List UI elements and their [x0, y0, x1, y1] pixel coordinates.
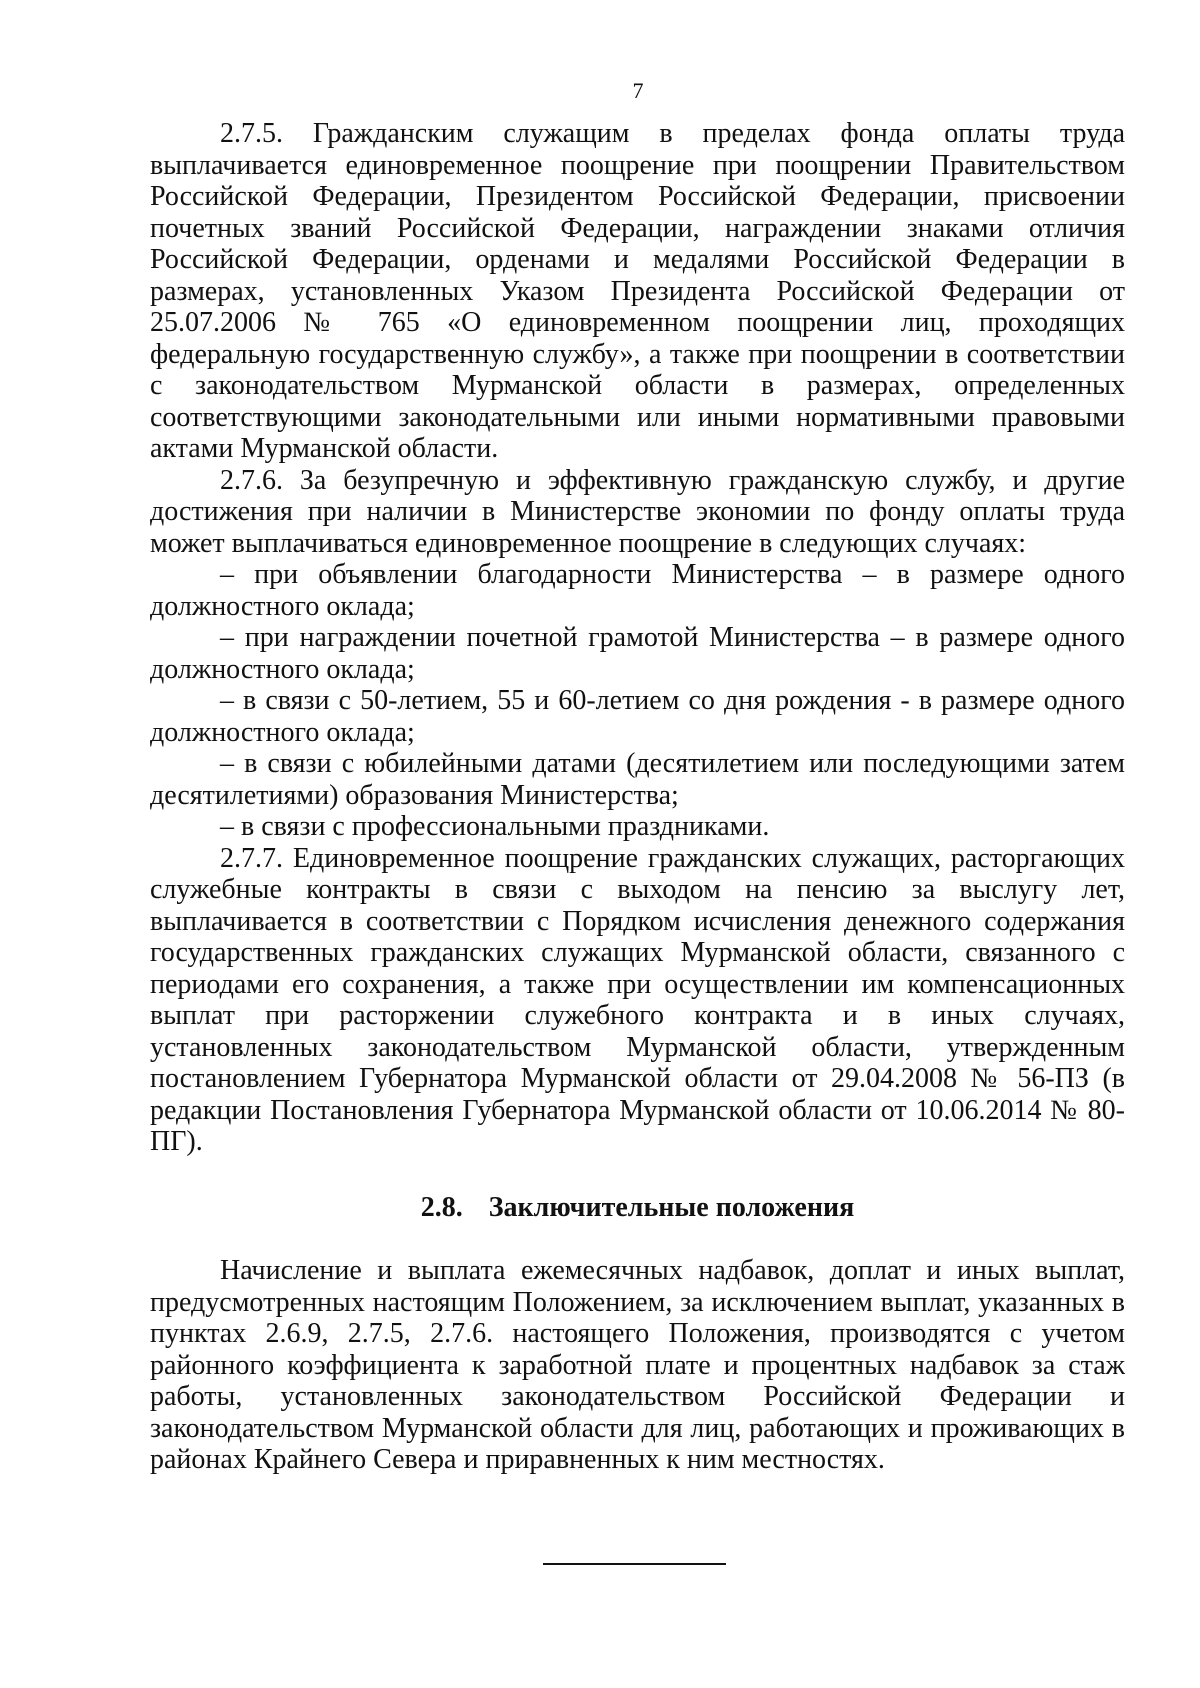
section-heading [150, 1192, 1125, 1224]
paragraph-2-7-5: 2.7.5. Гражданским служащим в пределах фонда оплаты труда выплачивается единовременное поощрение при поощрении Правительством Российской Федерации, Президентом Российской Федерации, присвоении почетных званий Российской Федерации, награждении знаками отличия Российской Федерации, орденами и медалями Российской Федерации в размерах, установленных Указом Президента Российской Федерации от 25.07.2006 № 765 «О единовременном поощрении лиц, проходящих федеральную государственную службу», а также при поощрении в соответствии с законодательством Мурманской области в размерах, определенных соответствующими законодательными или иными нормативными правовыми актами Мурманской области. [150, 118, 1125, 464]
list-item: – в связи с юбилейными датами (десятилетием или последующими затем десятилетиями) образования Министерства; [150, 748, 1125, 811]
list-item: – при награждении почетной грамотой Министерства – в размере одного должностного оклада; [150, 622, 1125, 685]
section-title: Заключительные положения [488, 1191, 855, 1223]
list-item: – в связи с профессиональными праздниками. [220, 811, 770, 842]
paragraph-2-7-7: 2.7.7. Единовременное поощрение гражданских служащих, расторгающих служебные контракты в связи с выходом на пенсию за выслугу лет, выплачивается в соответствии с Порядком исчисления денежного содержания государственных гражданских служащих Мурманской области, связанного с периодами его сохранения, а также при осуществлении им компенсационных выплат при расторжении служебного контракта и в иных случаях, установленных законодательством Мурманской области, утвержденным постановлением Губернатора Мурманской области от 29.04.2008 № 56-ПЗ (в редакции Постановления Губернатора Мурманской области от 10.06.2014 № 80-ПГ). [150, 842, 1125, 1157]
list-item: – при объявлении благодарности Министерства – в размере одного должностного оклада; [150, 559, 1125, 622]
list-item: – в связи с 50-летием, 55 и 60-летием со дня рождения - в размере одного должностного оклада; [150, 685, 1125, 748]
paragraph-2-8: Начисление и выплата ежемесячных надбавок, доплат и иных выплат, предусмотренных настоящим Положением, за исключением выплат, указанных в пунктах 2.6.9, 2.7.5, 2.7.6. настоящего Положения, производятся с учетом районного коэффициента к заработной плате и процентных надбавок за стаж работы, установленных законодательством Российской Федерации и законодательством Мурманской области для лиц, работающих и проживающих в районах Крайнего Севера и приравненных к ним местностях. [150, 1255, 1125, 1475]
page-number: 7 [632, 78, 644, 103]
section-number: 2.8. [420, 1191, 463, 1223]
document-body [150, 118, 1125, 1476]
closing-rule [543, 1563, 726, 1565]
paragraph-2-7-6: 2.7.6. За безупречную и эффективную гражданскую службу, и другие достижения при наличии в Министерстве экономии по фонду оплаты труда может выплачиваться единовременное поощрение в следующих случаях: [150, 464, 1125, 559]
